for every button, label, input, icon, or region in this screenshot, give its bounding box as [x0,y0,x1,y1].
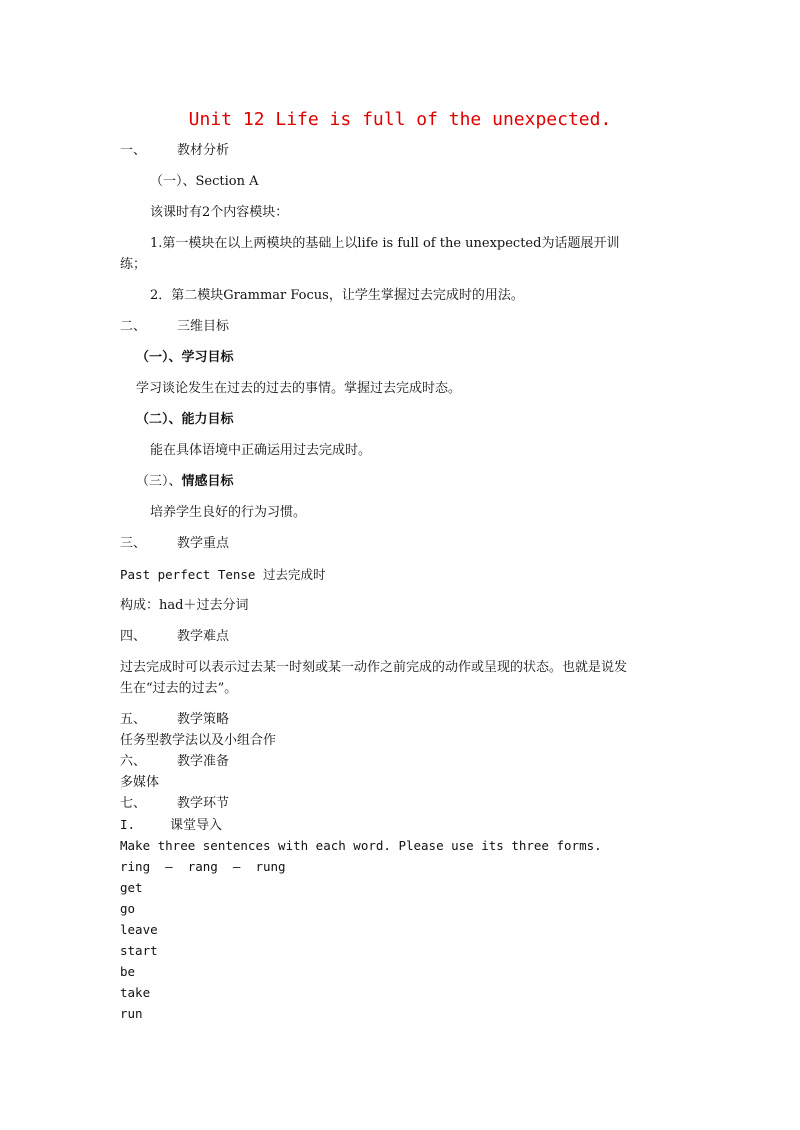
section-6-text: 多媒体 [120,775,160,790]
section-6-heading [120,754,229,770]
step-1-number: I. [120,817,136,832]
step-1-heading [120,817,222,834]
goal-3-text: 培养学生良好的行为习惯。 [150,505,307,520]
section-3-line-2: 构成：had＋过去分词 [120,598,249,613]
section-6-title: 教学准备 [177,754,230,769]
section-1-subheading: （一）、Section A [150,174,259,189]
section-4-text-line-2: 生在“过去的过去”。 [120,681,238,696]
word-item: go [120,901,136,916]
word-item: be [120,964,136,979]
goal-3-label-text: 情感目标 [181,474,234,489]
section-3-heading [120,536,229,552]
goal-3-label-prefix: （三）、 [136,474,182,489]
section-3-title: 教学重点 [177,536,230,551]
word-item: start [120,943,158,958]
goal-2-text: 能在具体语境中正确运用过去完成时。 [150,443,372,458]
document-title: Unit 12 Life is full of the unexpected. [188,109,612,130]
section-2-title: 三维目标 [177,319,230,334]
section-4-number: 四、 [120,629,147,644]
section-1-title: 教材分析 [177,143,230,158]
word-item: take [120,985,151,1000]
section-4-heading [120,629,229,645]
task-instruction: Make three sentences with each word. Please use its three forms. [120,838,602,853]
section-5-heading [120,712,229,728]
section-3-line-1: Past perfect Tense 过去完成时 [120,567,326,582]
word-item: ring – rang – rung [120,859,286,874]
section-4-text-line-1: 过去完成时可以表示过去某一时刻或某一动作之前完成的动作或呈现的状态。也就是说发 [120,660,628,675]
section-1-heading [120,143,229,159]
section-5-text: 任务型教学法以及小组合作 [120,733,277,748]
goal-2-label: （二）、能力目标 [136,412,234,427]
goal-1-label: （一）、学习目标 [136,350,234,365]
step-1-title: 课堂导入 [170,818,223,833]
goal-3-label [136,474,234,490]
section-5-number: 五、 [120,712,147,727]
section-3-number: 三、 [120,536,147,551]
section-7-title: 教学环节 [177,796,230,811]
section-7-number: 七、 [120,796,147,811]
section-4-title: 教学难点 [177,629,230,644]
section-1-intro: 该课时有2个内容模块： [150,205,289,220]
section-1-item-1: 1.第一模块在以上两模块的基础上以life is full of the unexpected为话题展开训 [150,236,620,251]
section-1-item-2: 2．第二模块Grammar Focus，让学生掌握过去完成时的用法。 [150,288,524,303]
word-item: leave [120,922,158,937]
goal-1-text: 学习谈论发生在过去的过去的事情。掌握过去完成时态。 [136,381,462,396]
word-item: run [120,1006,143,1021]
section-1-item-1-cont: 练； [120,257,147,272]
word-item: get [120,880,143,895]
section-7-heading [120,796,229,812]
section-2-heading [120,319,229,335]
section-6-number: 六、 [120,754,147,769]
section-1-number: 一、 [120,143,147,158]
section-5-title: 教学策略 [177,712,230,727]
section-2-number: 二、 [120,319,147,334]
